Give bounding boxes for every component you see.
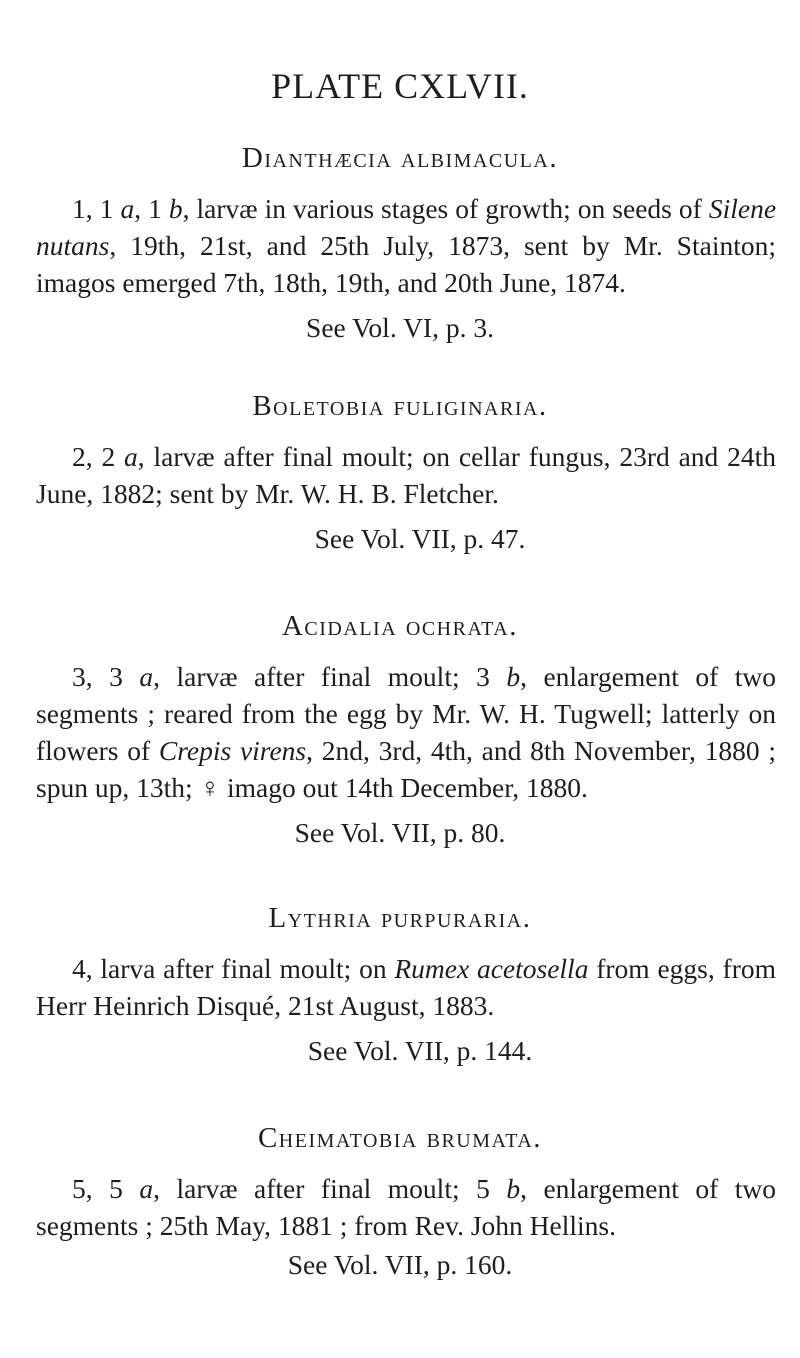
entry-text: , 2nd, 3rd, 4th, and 8th November, 1880 ; spun up, 13th; ♀ imago out 14th December, 1880.: [36, 735, 776, 803]
entry-italic: Silene nutans: [36, 193, 777, 261]
species-heading: Boletobia fuliginaria.: [252, 390, 548, 422]
entry-text: , enlargement of two segments ; 25th May, 1881 ; from Rev. John Hellins.: [36, 1173, 776, 1241]
entry-italic: b: [506, 661, 521, 692]
entry-italic: a: [124, 441, 138, 472]
volume-reference: See Vol. VII, p. 80.: [294, 817, 506, 848]
species-heading: Cheimatobia brumata.: [257, 1122, 543, 1154]
entry-text: , 19th, 21st, and 25th July, 1873, sent by Mr. Stainton; imagos emerged 7th, 18th, 19th, and 20th June, 1874.: [36, 230, 776, 298]
species-heading: Dianthæcia albimacula.: [241, 142, 559, 174]
species-entry: [0, 658, 800, 806]
entry-italic: b: [168, 193, 183, 224]
entry-text: 5, 5: [72, 1173, 140, 1204]
species-heading: Acidalia ochrata.: [281, 610, 518, 642]
entry-italic: b: [506, 1173, 521, 1204]
entry-italic: a: [139, 661, 154, 692]
volume-reference: See Vol. VII, p. 144.: [307, 1035, 533, 1066]
entry-text: 4, larva after final moult; on: [72, 953, 395, 984]
entry-text: , enlargement of two segments ; reared from the egg by Mr. W. H. Tugwell; latterly on flowers of: [36, 661, 776, 766]
volume-reference: See Vol. VII, p. 160.: [287, 1249, 513, 1280]
species-entry: [0, 950, 800, 1024]
entry-italic: Rumex acetosella: [394, 953, 589, 984]
entry-italic: a: [120, 193, 135, 224]
entry-text: , larvæ after final moult; on cellar fungus, 23rd and 24th June, 1882; sent by Mr. W. H. B. Fletcher.: [36, 441, 776, 509]
plate-title: PLATE CXLVII.: [271, 66, 529, 106]
entry-text: 1, 1: [72, 193, 121, 224]
volume-reference: See Vol. VI, p. 3.: [306, 312, 494, 343]
entry-text: , larvæ in various stages of growth; on seeds of: [182, 193, 709, 224]
entry-italic: Crepis virens: [158, 735, 307, 766]
entry-text: 2, 2: [72, 441, 125, 472]
entry-text: 3, 3: [72, 661, 140, 692]
species-entry: [0, 190, 800, 301]
volume-reference: See Vol. VII, p. 47.: [314, 523, 526, 554]
entry-italic: a: [139, 1173, 154, 1204]
species-section: [0, 140, 800, 346]
species-section: [0, 900, 800, 1069]
entry-text: , larvæ after final moult; 3: [153, 661, 507, 692]
species-section: [0, 388, 800, 557]
entry-text: , 1: [134, 193, 169, 224]
species-entry: [0, 438, 800, 512]
species-section: [0, 1120, 800, 1283]
species-entry: [0, 1170, 800, 1244]
entry-text: , larvæ after final moult; 5: [153, 1173, 507, 1204]
species-heading: Lythria purpuraria.: [268, 902, 532, 934]
entry-text: from eggs, from Herr Heinrich Disqué, 21st August, 1883.: [36, 953, 776, 1021]
species-section: [0, 608, 800, 851]
